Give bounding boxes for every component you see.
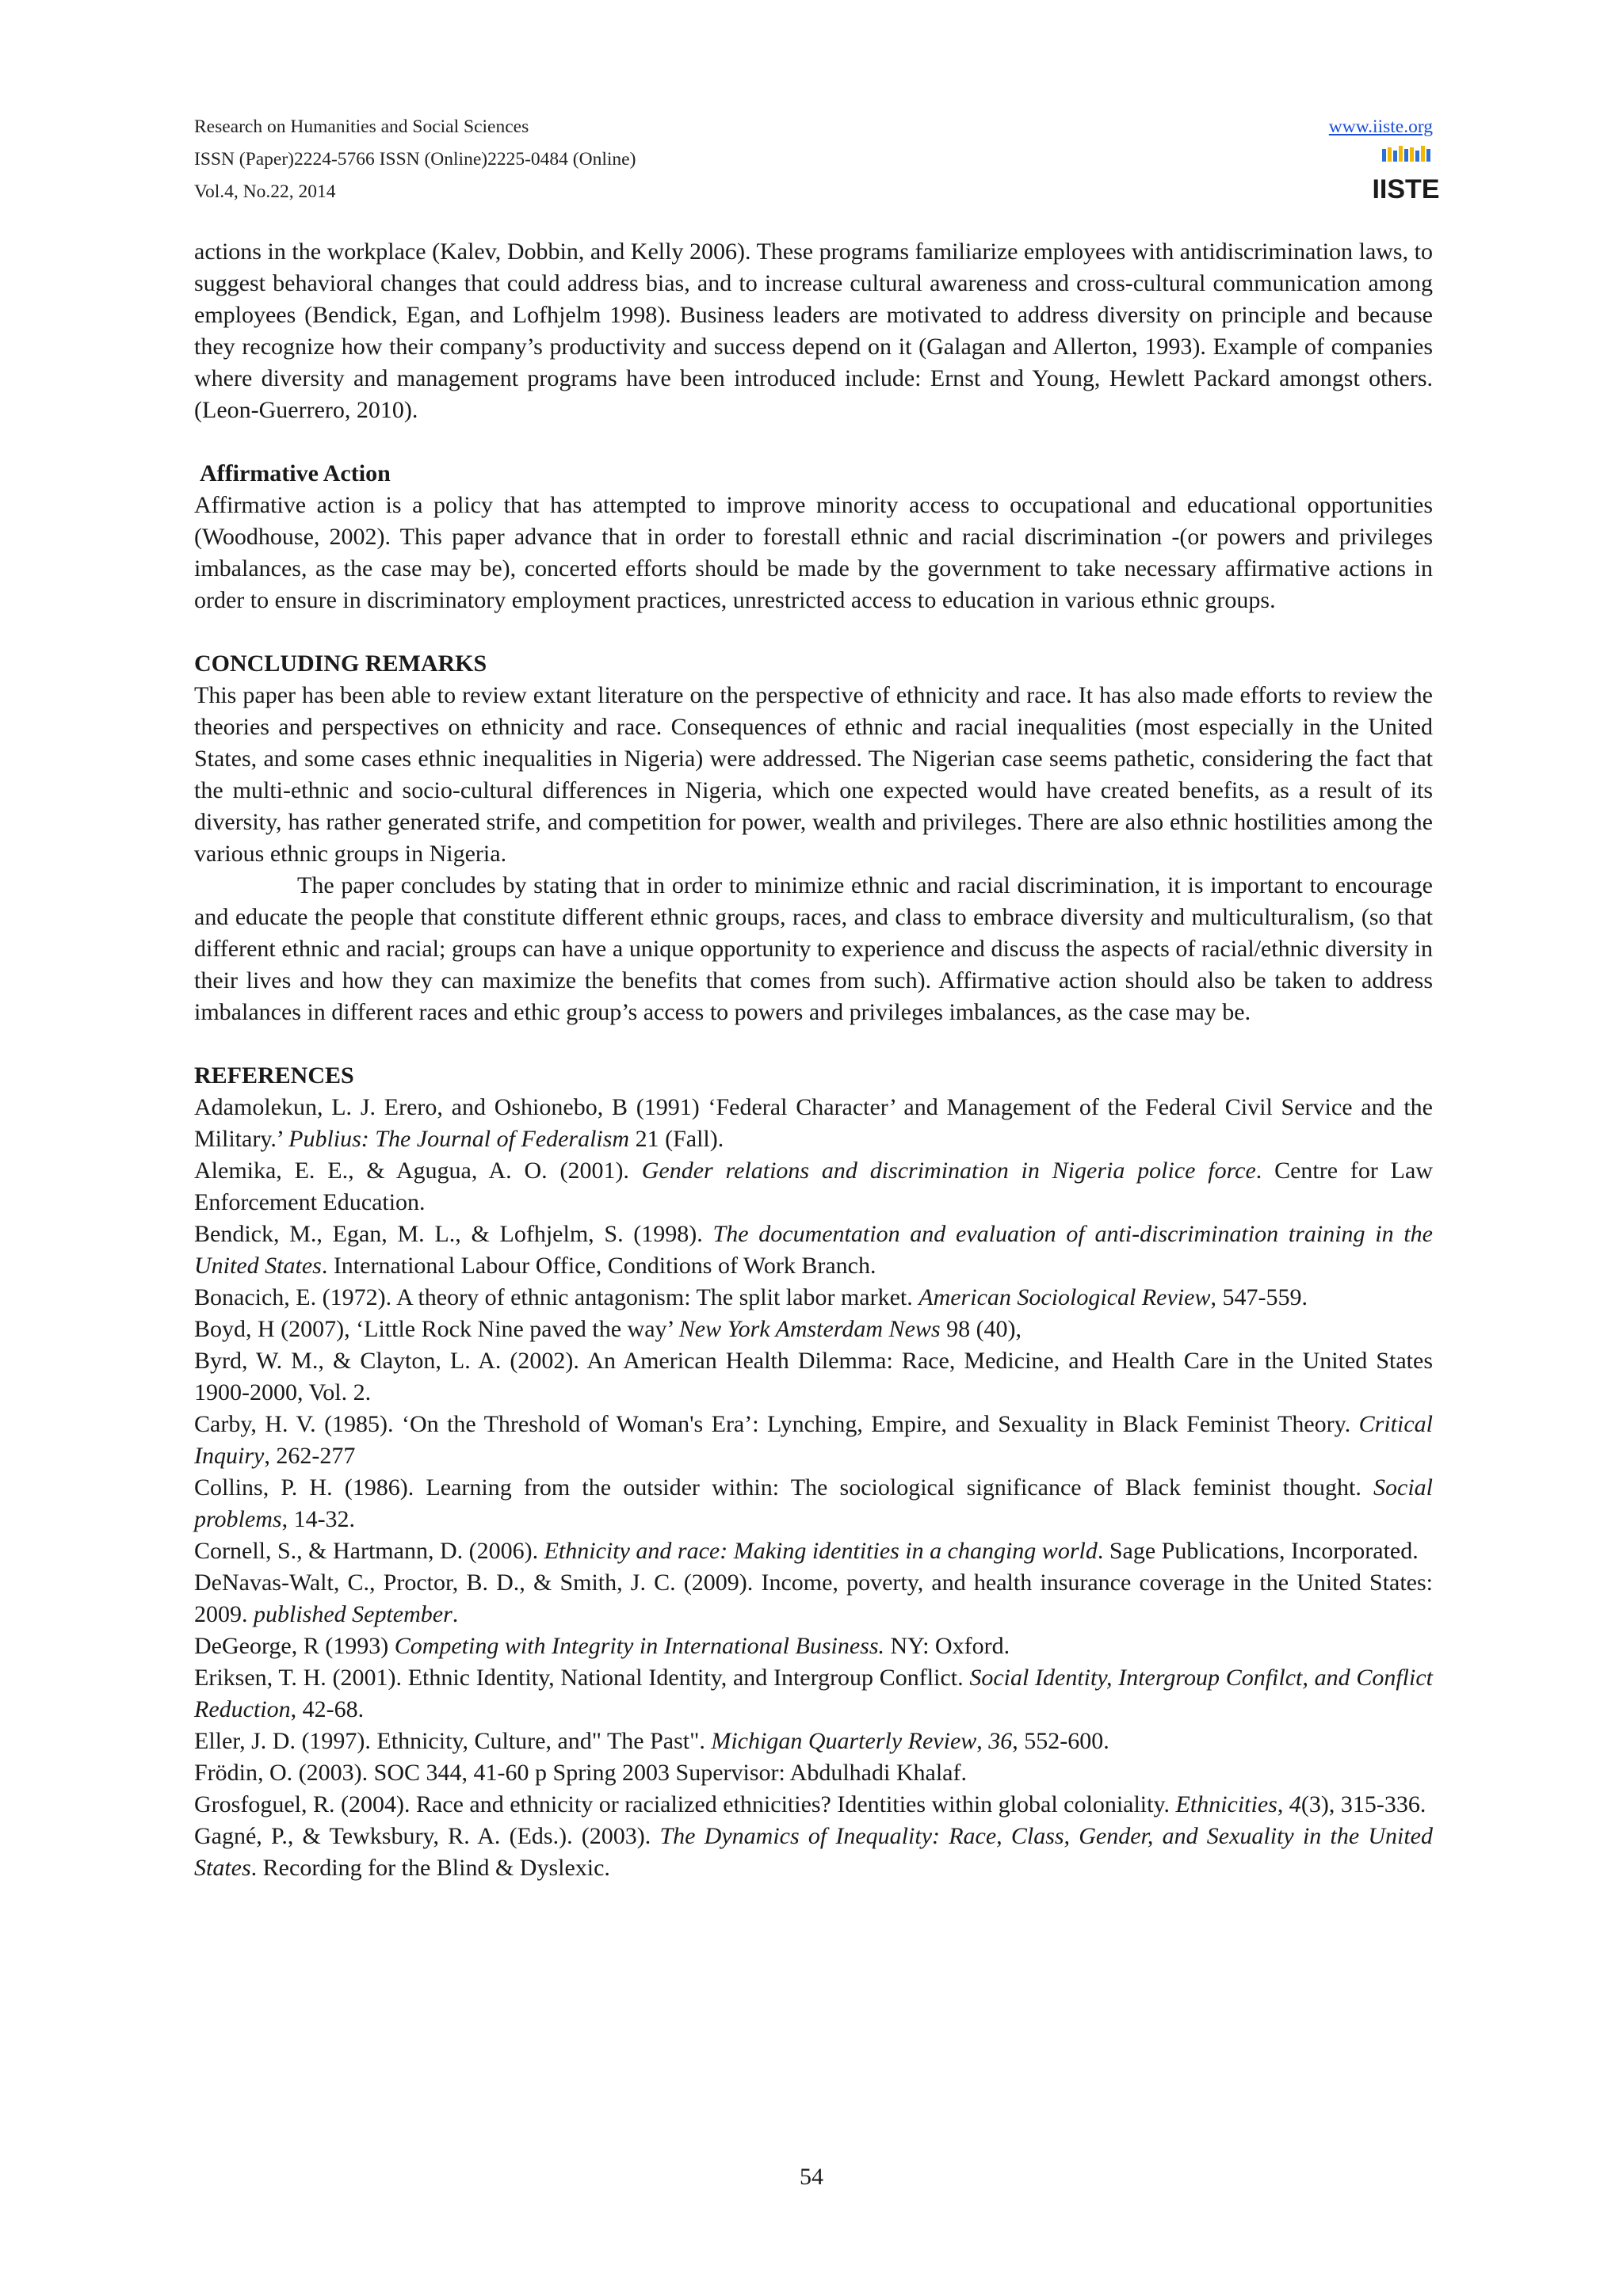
journal-url-link[interactable]: www.iiste.org [1328, 116, 1433, 137]
reference-item [194, 1345, 1433, 1409]
reference-text: , [1277, 1791, 1289, 1817]
reference-item [194, 1092, 1433, 1155]
reference-item [194, 1789, 1433, 1821]
reference-italic-text: published September [254, 1601, 453, 1627]
reference-item [194, 1662, 1433, 1726]
journal-title: Research on Humanities and Social Sciences [194, 116, 529, 137]
reference-text: DeNavas-Walt, C., Proctor, B. D., & Smith, J. C. (2009). Income, poverty, and health insurance coverage in the United States: 2009. [194, 1569, 1433, 1627]
reference-text: 21 (Fall). [629, 1126, 724, 1152]
reference-text: Gagné, P., & Tewksbury, R. A. (Eds.). (2003). [194, 1823, 660, 1849]
issn-line: ISSN (Paper)2224-5766 ISSN (Online)2225-0484 (Online) [194, 149, 636, 170]
reference-italic-text: 4 [1289, 1791, 1301, 1817]
reference-text: , 547-559. [1210, 1284, 1308, 1310]
page-header [194, 111, 1440, 214]
references-heading: REFERENCES [194, 1062, 354, 1089]
reference-list [194, 1092, 1433, 1884]
reference-italic-text: Michigan Quarterly Review [711, 1728, 977, 1754]
reference-text: . Centre for Law Enforcement Education. [194, 1158, 1433, 1215]
reference-text: Bonacich, E. (1972). A theory of ethnic antagonism: The split labor market. [194, 1284, 919, 1310]
reference-italic-text: Social Identity, Intergroup Confilct, and Conflict Reduction [194, 1665, 1433, 1722]
reference-text: Boyd, H (2007), ‘Little Rock Nine paved the way’ [194, 1316, 679, 1342]
reference-italic-text: New York Amsterdam News [678, 1316, 941, 1342]
reference-text: Grosfoguel, R. (2004). Race and ethnicity or racialized ethnicities? Identities within global coloniality. [194, 1791, 1176, 1817]
reference-text: 98 (40), [940, 1316, 1022, 1342]
reference-item [194, 1282, 1433, 1314]
concluding-paragraph-1: This paper has been able to review extant literature on the perspective of ethnicity and race. It has also made efforts to review the theories and perspectives on ethnicity and race. Consequences of ethnic and racial inequalities (most especially in the United States, and some cases ethnic inequalities in Nigeria) were addressed. The Nigerian case seems pathetic, considering the fact that the multi-ethnic and socio-cultural differences in Nigeria, which one expected would have created benefits, as a result of its diversity, has rather generated strife, and competition for power, wealth and privileges. There are also ethnic hostilities among the various ethnic groups in Nigeria. [194, 682, 1433, 867]
article-body [194, 236, 1433, 1884]
reference-item [194, 1219, 1433, 1282]
reference-text: (3), 315-336. [1300, 1791, 1426, 1817]
reference-italic-text: Social problems [194, 1474, 1433, 1532]
reference-text: Alemika, E. E., & Agugua, A. O. (2001). [194, 1158, 642, 1184]
intro-paragraph: actions in the workplace (Kalev, Dobbin, and Kelly 2006). These programs familiarize employees with antidiscrimination laws, to suggest behavioral changes that could address bias, and to increase cultural awareness and cross-cultural communication among employees (Bendick, Egan, and Lofhjelm 1998). Business leaders are motivated to address diversity on principle and because they recognize how their company’s productivity and success depend on it (Galagan and Allerton, 1993). Example of companies where diversity and management programs have been introduced include: Ernst and Young, Hewlett Packard amongst others. (Leon-Guerrero, 2010). [194, 238, 1433, 423]
reference-text: Bendick, M., Egan, M. L., & Lofhjelm, S. (1998). [194, 1221, 713, 1247]
reference-item [194, 1472, 1433, 1535]
reference-italic-text: Competing with Integrity in International Business. [394, 1633, 885, 1659]
reference-item [194, 1535, 1433, 1567]
reference-text: , 552-600. [1012, 1728, 1109, 1754]
reference-text: Adamolekun, L. J. Erero, and Oshionebo, B (1991) ‘Federal Character’ and Management of the Federal Civil Service and the Military.’ [194, 1094, 1433, 1152]
reference-item [194, 1630, 1433, 1662]
volume-line: Vol.4, No.22, 2014 [194, 181, 336, 202]
reference-text: . International Labour Office, Conditions of Work Branch. [321, 1253, 876, 1279]
reference-italic-text: Critical Inquiry [194, 1411, 1433, 1469]
reference-italic-text: The documentation and evaluation of anti-discrimination training in the United States [194, 1221, 1433, 1279]
reference-text: Carby, H. V. (1985). ‘On the Threshold of Woman's Era’: Lynching, Empire, and Sexuality in Black Feminist Theory. [194, 1411, 1359, 1437]
reference-text: , 42-68. [290, 1696, 365, 1722]
reference-item [194, 1726, 1433, 1757]
reference-italic-text: American Sociological Review [918, 1284, 1211, 1310]
reference-italic-text: 36 [988, 1728, 1013, 1754]
reference-text: NY: Oxford. [884, 1633, 1010, 1659]
reference-text: Eriksen, T. H. (2001). Ethnic Identity, National Identity, and Intergroup Conflict. [194, 1665, 970, 1691]
reference-italic-text: Publius: The Journal of Federalism [288, 1126, 630, 1152]
reference-text: Cornell, S., & Hartmann, D. (2006). [194, 1538, 544, 1564]
reference-item [194, 1155, 1433, 1219]
reference-text: , 14-32. [281, 1506, 356, 1532]
affirmative-action-heading: Affirmative Action [200, 460, 391, 486]
reference-text: DeGeorge, R (1993) [194, 1633, 395, 1659]
reference-text: . [452, 1601, 459, 1627]
reference-text: . Recording for the Blind & Dyslexic. [250, 1855, 610, 1881]
affirmative-action-paragraph: Affirmative action is a policy that has attempted to improve minority access to occupational and educational opportunities (Woodhouse, 2002). This paper advance that in order to forestall ethnic and racial discrimination -(or powers and privileges imbalances, as the case may be), concerted efforts should be made by the government to take necessary affirmative actions in order to ensure in discriminatory employment practices, unrestricted access to education in various ethnic groups. [194, 492, 1433, 613]
reference-text: Collins, P. H. (1986). Learning from the outsider within: The sociological significance of Black feminist thought. [194, 1474, 1373, 1501]
reference-text: , [976, 1728, 989, 1754]
reference-item [194, 1567, 1433, 1630]
reference-text: . Sage Publications, Incorporated. [1097, 1538, 1419, 1564]
reference-italic-text: Gender relations and discrimination in Nigeria police force [641, 1158, 1256, 1184]
page-number: 54 [800, 2164, 823, 2190]
reference-item [194, 1821, 1433, 1884]
reference-item [194, 1757, 1433, 1789]
reference-item [194, 1314, 1433, 1345]
reference-text: , 262-277 [264, 1443, 356, 1469]
reference-text: Eller, J. D. (1997). Ethnicity, Culture, and" The Past". [194, 1728, 712, 1754]
reference-text: Frödin, O. (2003). SOC 344, 41-60 p Spring 2003 Supervisor: Abdulhadi Khalaf. [194, 1760, 967, 1786]
reference-italic-text: Ethnicities [1175, 1791, 1277, 1817]
concluding-remarks-heading: CONCLUDING REMARKS [194, 650, 487, 677]
reference-item [194, 1409, 1433, 1472]
svg-text:IISTE: IISTE [1372, 174, 1440, 204]
iiste-logo [1372, 146, 1440, 206]
reference-text: Byrd, W. M., & Clayton, L. A. (2002). An American Health Dilemma: Race, Medicine, and Health Care in the United States 1900-2000, Vol. 2. [194, 1348, 1433, 1405]
reference-italic-text: Ethnicity and race: Making identities in a changing world [544, 1538, 1098, 1564]
reference-italic-text: The Dynamics of Inequality: Race, Class, Gender, and Sexuality in the United States [194, 1823, 1433, 1881]
concluding-paragraph-2: The paper concludes by stating that in order to minimize ethnic and racial discrimination, it is important to encourage and educate the people that constitute different ethnic groups, races, and class to embrace diversity and multiculturalism, (so that different ethnic and racial; groups can have a unique opportunity to experience and discuss the aspects of racial/ethnic diversity in their lives and how they can maximize the benefits that comes from such). Affirmative action should also be taken to address imbalances in different races and ethic group’s access to powers and privileges imbalances, as the case may be. [194, 872, 1433, 1025]
